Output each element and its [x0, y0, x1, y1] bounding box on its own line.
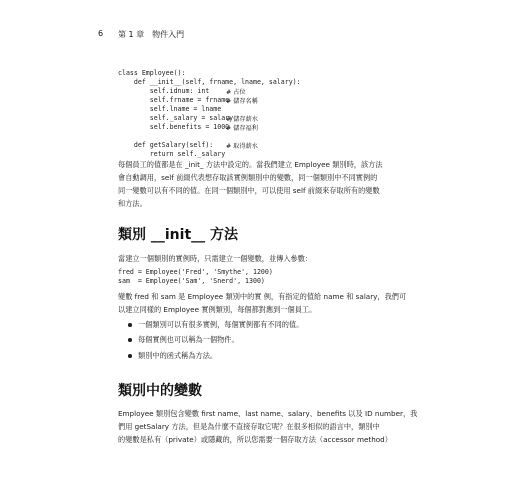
code-comment: # 取得薪水 — [226, 143, 258, 150]
section-heading-class-variables: 類別中的變數 — [118, 383, 202, 399]
code-line: self.idnum: int — [118, 87, 210, 95]
code-comment: # 儲存薪水 — [226, 116, 258, 123]
code-line: self._salary = salary — [118, 114, 234, 122]
code-line: sam = Employee('Sam', 'Snerd', 1300) — [118, 277, 265, 285]
chapter-title: 第 1 章 物件入門 — [118, 30, 185, 39]
code-line: class Employee(): — [118, 69, 186, 77]
text-line: 的變數是私有（private）或隱藏的，所以您需要一個存取方法（accessor method） — [118, 435, 392, 444]
text-line: 以建立同樣的 Employee 實例類別，每個都對應到一個員工。 — [118, 305, 317, 314]
text-line: 當建立一個類別的實例時，只需建立一個變數，並傳入參數： — [118, 254, 313, 263]
text-line: 會自動調用，self 前綴代表想存取該實例類別中的變數，同一個類別中不同實例的 — [118, 173, 378, 182]
paragraph-create-instance — [118, 252, 404, 265]
text-line: 和方法。 — [118, 199, 147, 208]
code-line: def getSalary(self): — [118, 141, 214, 149]
section-heading-init: 類別 __init__ 方法 — [118, 227, 239, 243]
bullet-item: 一個類別可以有很多實例，每個實例都有不同的值。 — [128, 320, 293, 330]
bullet-icon — [128, 338, 132, 342]
text-line: Employee 類別包含變數 first name、last name、salary、benefits 以及 ID number，我 — [118, 409, 418, 418]
code-comment: # 儲存名稱 — [226, 98, 258, 105]
code-line: def __init__(self, frname, lname, salary): — [118, 78, 301, 86]
text-line: 同一變數可以有不同的值。在同一個類別中，可以使用 self 前綴來存取所有的變數 — [118, 186, 380, 195]
bullet-item: 每個實例也可以稱為一個物件。 — [128, 335, 229, 345]
code-comment: # 儲存福利 — [226, 125, 258, 132]
bullet-item: 類別中的函式稱為方法。 — [128, 351, 207, 361]
code-line: self.benefits = 1000 — [118, 123, 230, 131]
code-comment: # 占位 — [226, 89, 246, 96]
bullet-icon — [128, 323, 132, 327]
code-line: self.frname = frname — [118, 96, 230, 104]
text-line: 們用 getSalary 方法，但是為什麼不直接存取它呢？在很多相似的語言中，類別中 — [118, 422, 380, 431]
bullet-icon — [128, 354, 132, 358]
page-number: 6 — [98, 29, 104, 38]
text-line: 變數 fred 和 sam 是 Employee 類別中的實 例，有指定的值給 name 和 salary，我們可 — [118, 292, 407, 301]
paragraph-instances — [118, 290, 407, 316]
code-line: return self._salary — [118, 150, 226, 158]
code-line: self.lname = lname — [118, 105, 222, 113]
paragraph-class-variables — [118, 407, 418, 446]
text-line: 每個員工的值都是在 _init_ 方法中設定的。當我們建立 Employee 類別時，該方法 — [118, 160, 383, 169]
code-line: fred = Employee('Fred', 'Smythe', 1200) — [118, 268, 273, 276]
paragraph-init-explanation — [118, 158, 404, 210]
